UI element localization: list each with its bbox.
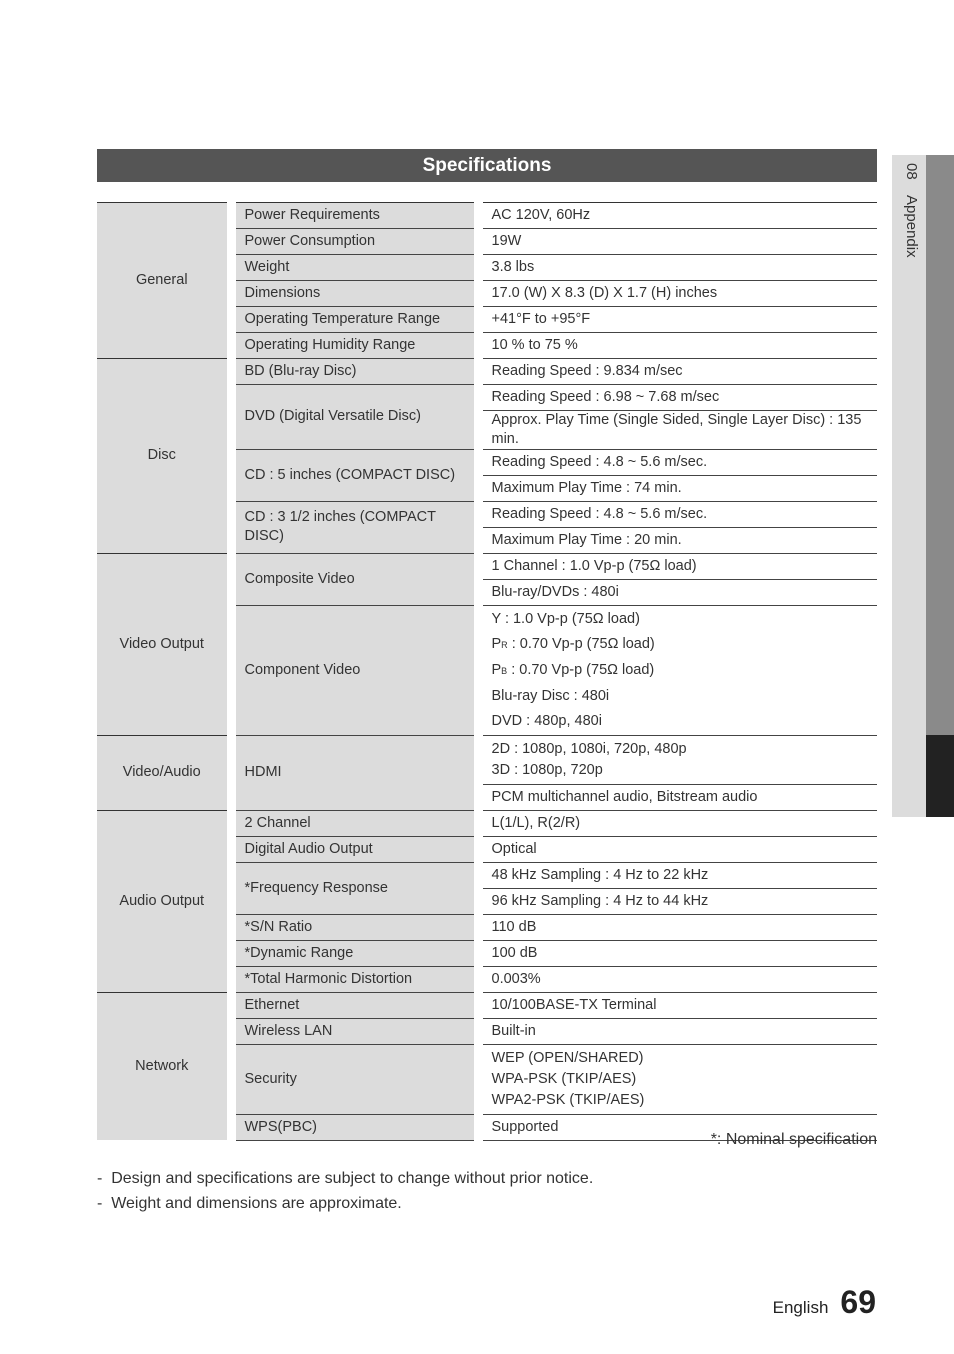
item-label: Weight xyxy=(231,255,478,281)
item-value: AC 120V, 60Hz xyxy=(478,203,877,229)
value-text: : 0.70 Vp-p (75Ω load) xyxy=(507,661,655,678)
item-value: 96 kHz Sampling : 4 Hz to 44 kHz xyxy=(478,888,877,914)
value-line xyxy=(492,658,878,684)
item-label: DVD (Digital Versatile Disc) xyxy=(231,385,478,450)
value-line: 2D : 1080p, 1080i, 720p, 480p xyxy=(491,740,687,757)
item-value: 17.0 (W) X 8.3 (D) X 1.7 (H) inches xyxy=(478,281,877,307)
table-row xyxy=(97,553,877,579)
item-value: Built-in xyxy=(478,1018,877,1044)
item-label: Ethernet xyxy=(231,992,478,1018)
value-text: P xyxy=(491,635,502,652)
item-label: *S/N Ratio xyxy=(231,914,478,940)
value-line: WPA-PSK (TKIP/AES) xyxy=(491,1070,637,1087)
value-line: WPA2-PSK (TKIP/AES) xyxy=(491,1091,645,1108)
table-row xyxy=(97,359,877,385)
notes-list xyxy=(97,1166,593,1216)
item-value: Reading Speed : 4.8 ~ 5.6 m/sec. xyxy=(478,449,877,475)
value-line: 3D : 1080p, 720p xyxy=(491,761,603,778)
category-audio-output: Audio Output xyxy=(97,810,231,992)
item-value: 3.8 lbs xyxy=(478,255,877,281)
page-number: 69 xyxy=(840,1284,876,1320)
category-network: Network xyxy=(97,992,231,1140)
page-title: Specifications xyxy=(97,149,877,182)
item-label: Security xyxy=(231,1044,478,1114)
chapter-name: Appendix xyxy=(903,195,920,258)
category-video-output: Video Output xyxy=(97,553,231,735)
item-value: Reading Speed : 4.8 ~ 5.6 m/sec. xyxy=(478,501,877,527)
value-subscript: R xyxy=(501,639,508,650)
page-footer xyxy=(773,1284,876,1321)
value-subscript: B xyxy=(501,665,508,676)
item-value: L(1/L), R(2/R) xyxy=(478,810,877,836)
category-general: General xyxy=(97,203,231,359)
item-label: Component Video xyxy=(231,605,478,735)
item-value: Reading Speed : 6.98 ~ 7.68 m/sec xyxy=(478,385,877,411)
item-value: Approx. Play Time (Single Sided, Single Layer Disc) : 135 min. xyxy=(478,411,877,450)
item-label: Wireless LAN xyxy=(231,1018,478,1044)
nominal-footnote: *: Nominal specification xyxy=(710,1131,877,1148)
spec-table xyxy=(97,202,877,1141)
chapter-label xyxy=(903,163,920,258)
item-value: Reading Speed : 9.834 m/sec xyxy=(478,359,877,385)
item-value: 19W xyxy=(478,229,877,255)
item-value xyxy=(478,735,877,784)
item-label: 2 Channel xyxy=(231,810,478,836)
item-label: *Frequency Response xyxy=(231,862,478,914)
item-label: WPS(PBC) xyxy=(231,1114,478,1140)
item-label: Composite Video xyxy=(231,553,478,605)
table-row xyxy=(97,203,877,229)
item-label: Power Consumption xyxy=(231,229,478,255)
item-label: CD : 3 1/2 inches (COMPACT DISC) xyxy=(231,501,478,553)
item-value: Maximum Play Time : 20 min. xyxy=(478,527,877,553)
item-label: Digital Audio Output xyxy=(231,836,478,862)
item-value: 110 dB xyxy=(478,914,877,940)
chapter-side-tab xyxy=(892,155,954,817)
value-line: Y : 1.0 Vp-p (75Ω load) xyxy=(491,610,640,627)
value-line xyxy=(492,632,878,658)
category-disc: Disc xyxy=(97,359,231,554)
item-value: 1 Channel : 1.0 Vp-p (75Ω load) xyxy=(478,553,877,579)
list-item: - Weight and dimensions are approximate. xyxy=(97,1191,593,1216)
item-value xyxy=(478,1044,877,1114)
category-video-audio: Video/Audio xyxy=(97,735,231,810)
item-label: *Total Harmonic Distortion xyxy=(231,966,478,992)
item-value: PCM multichannel audio, Bitstream audio xyxy=(478,784,877,810)
item-value: 10 % to 75 % xyxy=(478,333,877,359)
value-line: DVD : 480p, 480i xyxy=(491,712,602,729)
table-row xyxy=(97,992,877,1018)
item-value: 100 dB xyxy=(478,940,877,966)
item-label: Power Requirements xyxy=(231,203,478,229)
side-tab-marker xyxy=(926,735,954,817)
value-line: WEP (OPEN/SHARED) xyxy=(491,1049,644,1066)
item-value: 48 kHz Sampling : 4 Hz to 22 kHz xyxy=(478,862,877,888)
value-text: : 0.70 Vp-p (75Ω load) xyxy=(507,635,655,652)
list-item: - Design and specifications are subject to change without prior notice. xyxy=(97,1166,593,1191)
table-row xyxy=(97,735,877,784)
item-label: HDMI xyxy=(231,735,478,810)
item-value xyxy=(478,605,877,735)
item-label: Operating Humidity Range xyxy=(231,333,478,359)
item-value: Maximum Play Time : 74 min. xyxy=(478,475,877,501)
table-row xyxy=(97,810,877,836)
item-label: Dimensions xyxy=(231,281,478,307)
item-value: Blu-ray/DVDs : 480i xyxy=(478,579,877,605)
footer-language: English xyxy=(772,1298,829,1317)
item-label: BD (Blu-ray Disc) xyxy=(231,359,478,385)
value-text: P xyxy=(491,661,502,678)
item-label: *Dynamic Range xyxy=(231,940,478,966)
side-tab-bar xyxy=(926,155,954,735)
item-value: Optical xyxy=(478,836,877,862)
item-value: +41°F to +95°F xyxy=(478,307,877,333)
value-line: Blu-ray Disc : 480i xyxy=(491,687,610,704)
item-label: Operating Temperature Range xyxy=(231,307,478,333)
item-value: 10/100BASE-TX Terminal xyxy=(478,992,877,1018)
item-value: 0.003% xyxy=(478,966,877,992)
item-value: Supported xyxy=(478,1114,877,1140)
chapter-number: 08 xyxy=(903,163,920,180)
item-label: CD : 5 inches (COMPACT DISC) xyxy=(231,449,478,501)
